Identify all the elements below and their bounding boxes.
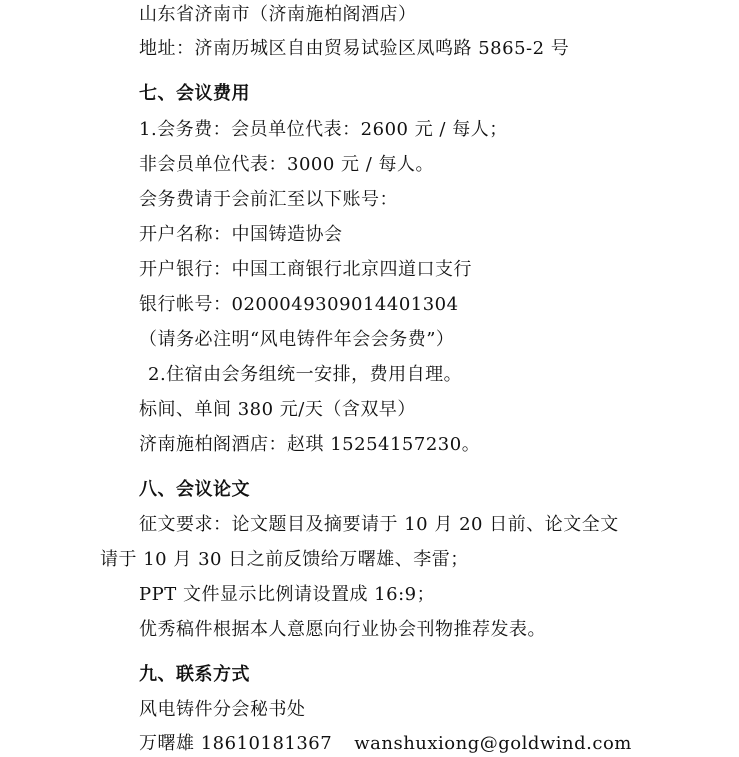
account-name-line: 开户名称：中国铸造协会	[139, 224, 343, 245]
contact-line	[139, 731, 739, 757]
contact-name: 万曙雄	[139, 733, 195, 754]
fee-remit-line: 会务费请于会前汇至以下账号：	[139, 189, 398, 210]
section-9-heading: 九、联系方式	[139, 664, 250, 685]
fee-nonmember-line: 非会员单位代表：3000 元 / 每人。	[139, 154, 435, 175]
remit-note-line: （请务必注明“风电铸件年会会务费”）	[139, 329, 455, 350]
secretariat-line: 风电铸件分会秘书处	[139, 699, 306, 720]
lodging-line: 2.住宿由会务组统一安排，费用自理。	[148, 364, 463, 385]
section-7-heading: 七、会议费用	[139, 83, 250, 104]
ppt-ratio-line: PPT 文件显示比例请设置成 16:9；	[139, 584, 436, 605]
paper-deadline-line: 请于 10 月 30 日之前反馈给万曙雄、李雷；	[100, 549, 469, 570]
paper-recommend-line: 优秀稿件根据本人意愿向行业协会刊物推荐发表。	[139, 619, 546, 640]
account-number-line: 银行帐号：0200049309014401304	[139, 294, 459, 315]
paper-requirement-line: 征文要求：论文题目及摘要请于 10 月 20 日前、论文全文	[139, 514, 619, 535]
room-price-line: 标间、单间 380 元/天（含双早）	[139, 399, 416, 420]
bank-name-line: 开户银行：中国工商银行北京四道口支行	[139, 259, 472, 280]
contact-phone: 18610181367	[200, 733, 333, 754]
fee-member-line: 1.会务费：会员单位代表：2600 元 / 每人；	[139, 119, 508, 140]
contact-email: wanshuxiong@goldwind.com	[354, 733, 632, 754]
section-8-heading: 八、会议论文	[139, 479, 250, 500]
hotel-contact-line: 济南施柏阁酒店：赵琪 15254157230。	[139, 434, 481, 455]
hotel-address-line: 地址：济南历城区自由贸易试验区凤鸣路 5865-2 号	[139, 38, 570, 59]
hotel-city-line: 山东省济南市（济南施柏阁酒店）	[139, 4, 417, 25]
